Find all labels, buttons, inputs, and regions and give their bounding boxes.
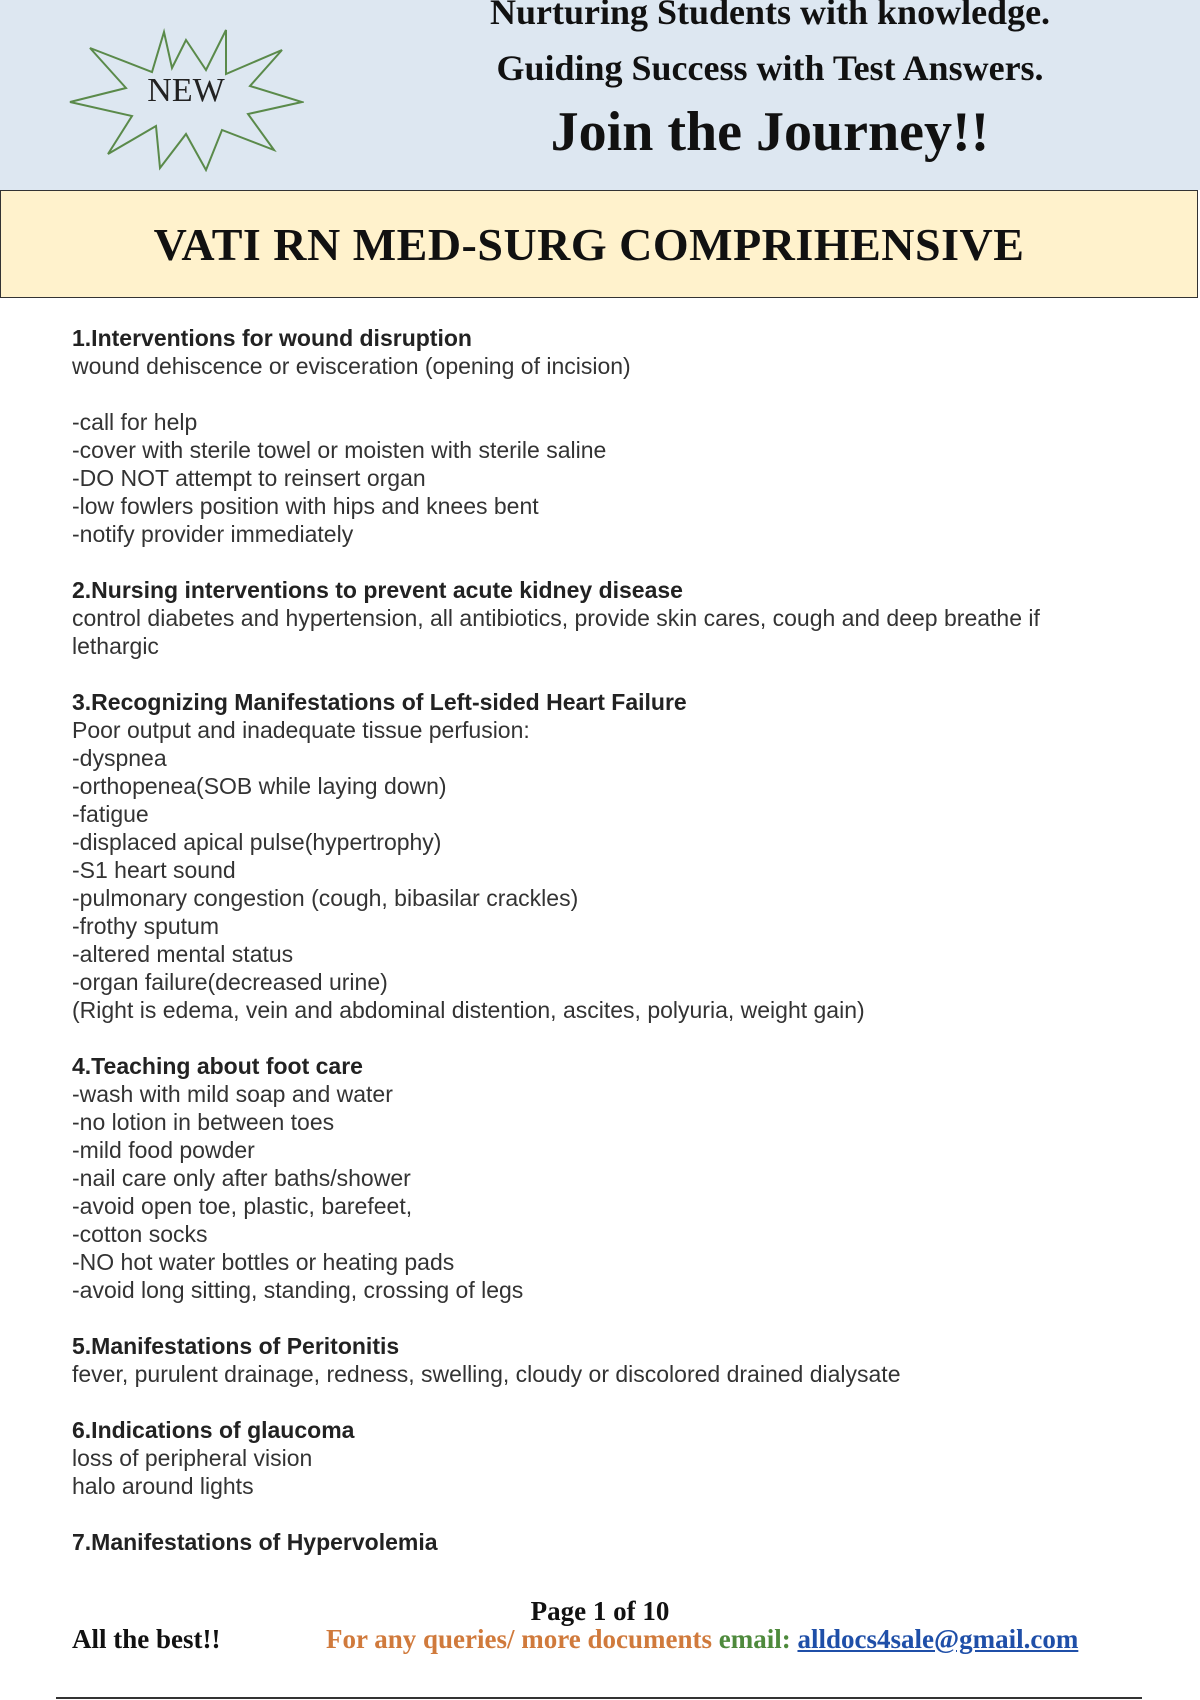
section-heading: 3.Recognizing Manifestations of Left-sided Heart Failure (72, 689, 687, 715)
section-7 (72, 1528, 1132, 1556)
section-line: halo around lights (72, 1473, 254, 1499)
section-line: Poor output and inadequate tissue perfusion: (72, 717, 530, 743)
footer-queries (326, 1624, 1078, 1655)
section-line: wound dehiscence or evisceration (opening of incision) (72, 353, 631, 379)
section-6 (72, 1416, 1132, 1500)
document-content (72, 324, 1132, 1584)
section-line: -pulmonary congestion (cough, bibasilar crackles) (72, 885, 579, 911)
section-3 (72, 688, 1132, 1024)
section-line: -dyspnea (72, 745, 167, 771)
header-banner (0, 0, 1200, 190)
section-line: -avoid long sitting, standing, crossing of legs (72, 1277, 524, 1303)
email-link[interactable]: alldocs4sale@gmail.com (797, 1624, 1079, 1654)
section-line: -no lotion in between toes (72, 1109, 335, 1135)
tagline-line-3: Join the Journey!! (550, 101, 990, 163)
tagline-line-2: Guiding Success with Test Answers. (496, 48, 1044, 88)
section-line: (Right is edema, vein and abdominal distention, ascites, polyuria, weight gain) (72, 997, 865, 1023)
section-heading: 4.Teaching about foot care (72, 1053, 363, 1079)
section-line: -low fowlers position with hips and knees bent (72, 493, 539, 519)
section-line: fever, purulent drainage, redness, swelling, cloudy or discolored drained dialysate (72, 1361, 901, 1387)
footer-divider (56, 1697, 1142, 1699)
section-line: control diabetes and hypertension, all antibiotics, provide skin cares, cough and deep breathe if (72, 605, 1040, 631)
new-badge-label: NEW (147, 72, 225, 109)
section-line: -cover with sterile towel or moisten with sterile saline (72, 437, 607, 463)
section-line: loss of peripheral vision (72, 1445, 313, 1471)
section-line: -organ failure(decreased urine) (72, 969, 388, 995)
section-4 (72, 1052, 1132, 1304)
section-line: -cotton socks (72, 1221, 208, 1247)
section-line: -notify provider immediately (72, 521, 354, 547)
section-line: -frothy sputum (72, 913, 219, 939)
section-2 (72, 576, 1132, 660)
page-number: Page 1 of 10 (530, 1596, 670, 1626)
section-line: -altered mental status (72, 941, 294, 967)
section-heading: 7.Manifestations of Hypervolemia (72, 1529, 438, 1555)
section-line: lethargic (72, 633, 159, 659)
section-line: -wash with mild soap and water (72, 1081, 393, 1107)
section-line: -displaced apical pulse(hypertrophy) (72, 829, 442, 855)
section-line: -fatigue (72, 801, 149, 827)
section-line: -orthopenea(SOB while laying down) (72, 773, 447, 799)
footer-best-wishes: All the best!! (72, 1624, 221, 1654)
section-line: -nail care only after baths/shower (72, 1165, 411, 1191)
email-label: email: (718, 1624, 791, 1654)
section-line: -mild food powder (72, 1137, 255, 1163)
document-title-box (0, 190, 1198, 298)
section-line: -avoid open toe, plastic, barefeet, (72, 1193, 413, 1219)
section-line: -DO NOT attempt to reinsert organ (72, 465, 426, 491)
section-heading: 1.Interventions for wound disruption (72, 325, 472, 351)
section-1 (72, 324, 1132, 548)
queries-text: For any queries/ more documents (326, 1624, 712, 1654)
section-heading: 2.Nursing interventions to prevent acute kidney disease (72, 577, 683, 603)
section-heading: 6.Indications of glaucoma (72, 1417, 355, 1443)
section-line: -S1 heart sound (72, 857, 236, 883)
section-5 (72, 1332, 1132, 1388)
section-line: -call for help (72, 409, 198, 435)
blank-line (72, 380, 1132, 408)
section-heading: 5.Manifestations of Peritonitis (72, 1333, 400, 1359)
section-line: -NO hot water bottles or heating pads (72, 1249, 455, 1275)
tagline-line-1: Nurturing Students with knowledge. (489, 0, 1051, 32)
document-title: VATI RN MED-SURG COMPRIHENSIVE (153, 218, 1025, 270)
